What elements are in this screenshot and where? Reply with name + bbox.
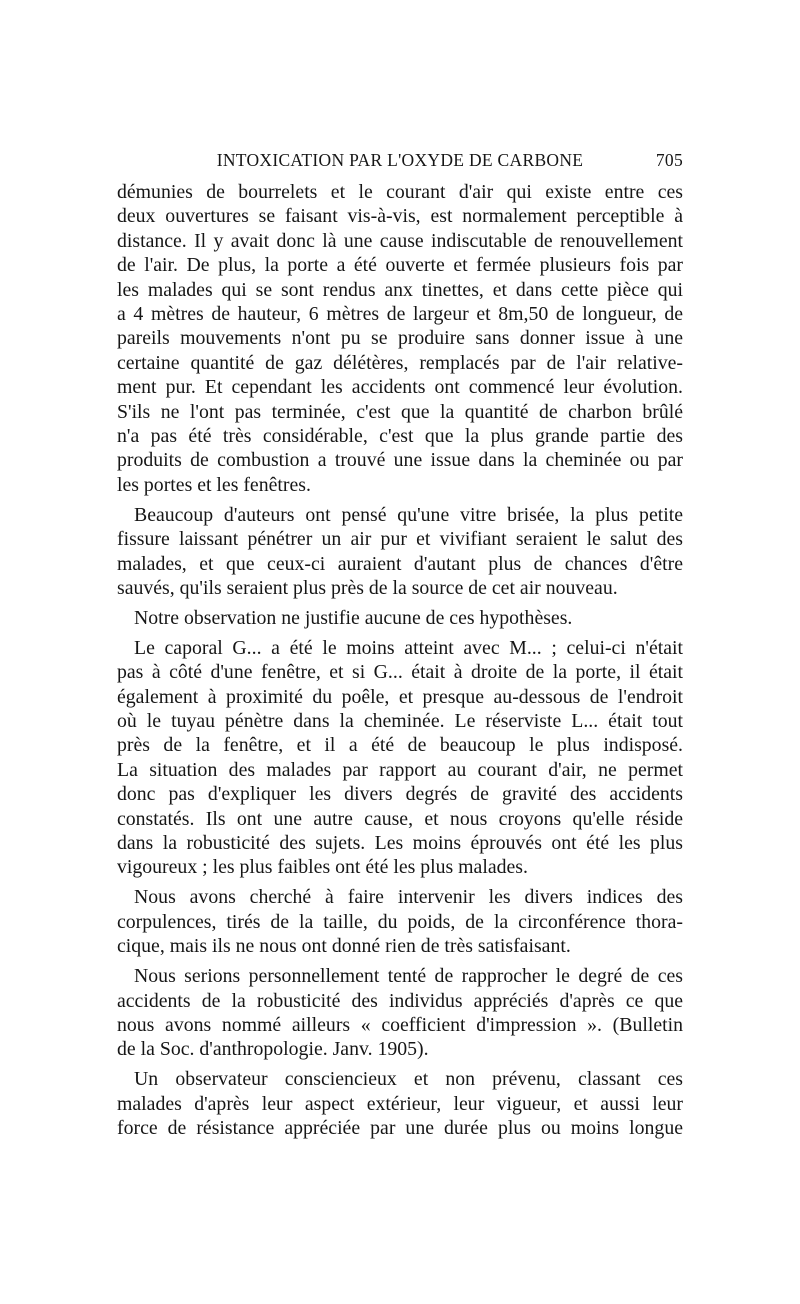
paragraph — [117, 180, 683, 497]
text-line: nous avons nommé ailleurs « coefficient d'impression ». (Bulletin — [117, 1013, 683, 1036]
text-line: de la Soc. d'anthropologie. Janv. 1905). — [117, 1038, 429, 1061]
text-line: Nous serions personnellement tenté de rapprocher le degré de ces — [134, 965, 683, 988]
text-line: a 4 mètres de hauteur, 6 mètres de largeur et 8m,50 de longueur, de — [117, 303, 683, 326]
text-line: dans la robusticité des sujets. Les moins éprouvés ont été les plus — [117, 832, 683, 855]
text-line: produits de combustion a trouvé une issue dans la cheminée ou par — [117, 449, 683, 472]
text-line: où le tuyau pénètre dans la cheminée. Le réserviste L... était tout — [117, 710, 683, 733]
page-number: 705 — [655, 150, 683, 170]
text-line: Notre observation ne justifie aucune de ces hypothèses. — [134, 606, 573, 629]
running-header — [117, 148, 683, 178]
paragraph — [117, 606, 683, 630]
text-line: Nous avons cherché à faire intervenir les divers indices des — [134, 886, 683, 909]
paragraph — [117, 1067, 683, 1140]
text-line: ment pur. Et cependant les accidents ont commencé leur évolution. — [117, 376, 683, 399]
body-text — [117, 180, 683, 1140]
text-line: force de résistance appréciée par une durée plus ou moins longue — [117, 1117, 683, 1140]
text-line: accidents de la robusticité des individus appréciés d'après ce que — [117, 989, 683, 1012]
text-line: deux ouvertures se faisant vis-à-vis, est normalement perceptible à — [117, 205, 683, 228]
text-line: pas à côté d'une fenêtre, et si G... était à droite de la porte, il était — [117, 661, 683, 684]
text-line: n'a pas été très considérable, c'est que la plus grande partie des — [117, 425, 683, 448]
text-line: constatés. Ils ont une autre cause, et nous croyons qu'elle réside — [117, 807, 683, 830]
text-line: démunies de bourrelets et le courant d'air qui existe entre ces — [117, 181, 683, 203]
text-line: près de la fenêtre, et il a été de beaucoup le plus indisposé. — [117, 734, 683, 757]
text-line: également à proximité du poêle, et presque au-dessous de l'endroit — [117, 685, 683, 708]
paragraph — [117, 503, 683, 601]
text-line: corpulences, tirés de la taille, du poids, de la circonférence thora- — [117, 910, 683, 933]
text-line: certaine quantité de gaz délétères, remplacés par de l'air relative- — [117, 351, 683, 374]
text-line: donc pas d'expliquer les divers degrés de gravité des accidents — [117, 783, 683, 806]
text-line: distance. Il y avait donc là une cause indiscutable de renouvellement — [117, 229, 683, 252]
text-line: La situation des malades par rapport au courant d'air, ne permet — [117, 758, 683, 781]
text-line: pareils mouvements n'ont pu se produire sans donner issue à une — [117, 327, 683, 350]
text-line: cique, mais ils ne nous ont donné rien de très satisfaisant. — [117, 935, 571, 958]
text-line: fissure laissant pénétrer un air pur et vivifiant seraient le salut des — [117, 528, 683, 551]
text-line: de l'air. De plus, la porte a été ouverte et fermée plusieurs fois par — [117, 254, 683, 277]
paragraph — [117, 636, 683, 880]
paragraph — [117, 885, 683, 958]
text-line: malades d'après leur aspect extérieur, leur vigueur, et aussi leur — [117, 1092, 683, 1115]
text-line: Un observateur consciencieux et non prévenu, classant ces — [134, 1068, 683, 1091]
running-title: INTOXICATION PAR L'OXYDE DE CARBONE — [216, 150, 584, 170]
text-line: S'ils ne l'ont pas terminée, c'est que la quantité de charbon brûlé — [117, 400, 683, 423]
paragraph — [117, 964, 683, 1062]
text-line: les malades qui se sont rendus anx tinettes, et dans cette pièce qui — [117, 278, 683, 301]
text-line: malades, et que ceux-ci auraient d'autant plus de chances d'être — [117, 552, 683, 575]
text-line: les portes et les fenêtres. — [117, 473, 311, 496]
text-line: Beaucoup d'auteurs ont pensé qu'une vitre brisée, la plus petite — [134, 503, 683, 526]
text-line: Le caporal G... a été le moins atteint avec M... ; celui-ci n'était — [134, 636, 683, 659]
text-line: sauvés, qu'ils seraient plus près de la source de cet air nouveau. — [117, 577, 618, 599]
text-line: vigoureux ; les plus faibles ont été les plus malades. — [117, 856, 528, 879]
